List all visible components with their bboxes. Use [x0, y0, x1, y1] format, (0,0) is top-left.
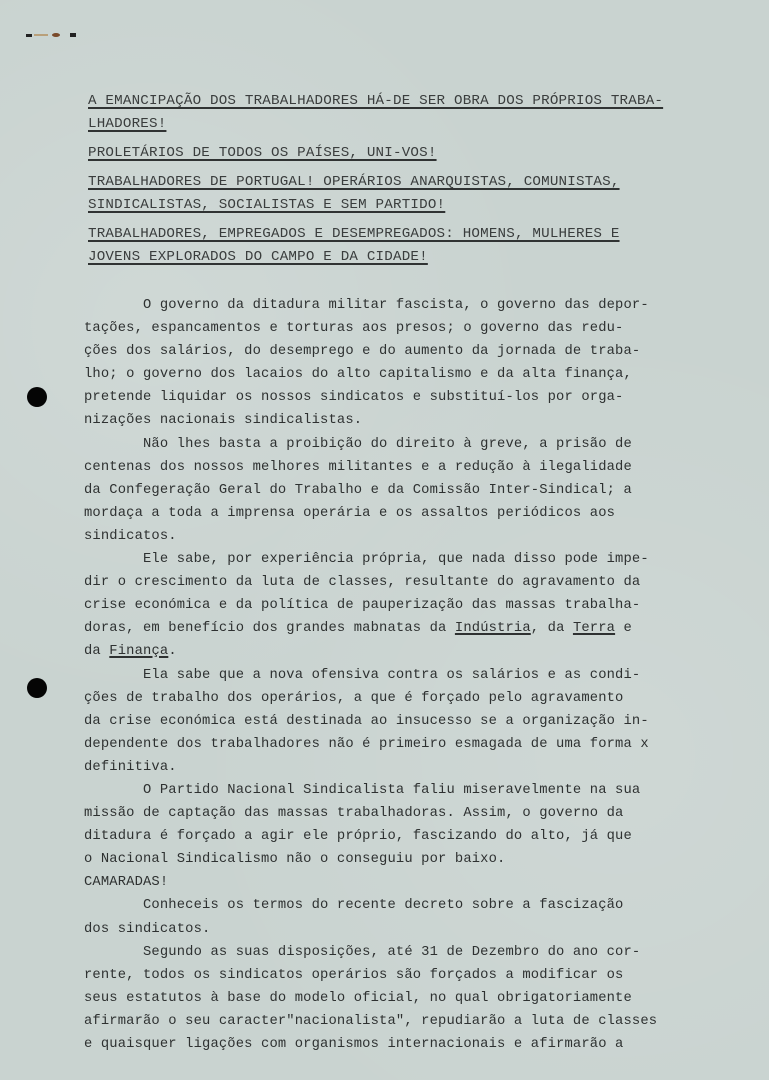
slogan [88, 90, 688, 136]
text-segment: tações, espancamentos e torturas aos presos; o governo das redu- [84, 321, 624, 337]
text-segment: dependente dos trabalhadores não é primeiro esmagada de uma forma x [84, 736, 649, 752]
text-segment: doras, em benefício dos grandes mabnatas da [84, 621, 455, 637]
text-line [84, 918, 684, 941]
text-segment: . [168, 644, 177, 660]
text-line [84, 502, 684, 525]
text-line [84, 594, 684, 617]
text-segment: dir o crescimento da luta de classes, resultante do agravamento da [84, 575, 641, 591]
text-line [84, 525, 684, 548]
slogan-line: JOVENS EXPLORADOS DO CAMPO E DA CIDADE! [88, 249, 428, 265]
body-text [84, 294, 684, 1056]
text-line [84, 1033, 684, 1056]
slogan-line: TRABALHADORES DE PORTUGAL! OPERÁRIOS ANARQUISTAS, COMUNISTAS, [88, 174, 620, 190]
text-line [84, 1010, 684, 1033]
text-segment: crise económica e da política de pauperização das massas trabalha- [84, 598, 641, 614]
text-line [84, 433, 684, 456]
text-line [84, 802, 684, 825]
text-line [84, 779, 684, 802]
text-line [84, 756, 684, 779]
text-segment: definitiva. [84, 759, 177, 775]
text-segment: pretende liquidar os nossos sindicatos e substituí-los por orga- [84, 390, 624, 406]
text-segment: Ele sabe, por experiência própria, que nada disso pode impe- [84, 552, 649, 568]
text-segment: sindicatos. [84, 528, 177, 544]
text-segment: mordaça a toda a imprensa operária e os assaltos periódicos aos [84, 505, 616, 521]
text-line [84, 317, 684, 340]
text-line [84, 964, 684, 987]
underlined-word: Terra [572, 621, 616, 637]
punch-hole [27, 387, 47, 407]
slogan-line: LHADORES! [88, 116, 167, 132]
text-segment: lho; o governo dos lacaios do alto capitalismo e da alta finança, [84, 367, 632, 383]
text-segment: seus estatutos à base do modelo oficial, no qual obrigatoriamente [84, 990, 632, 1006]
text-segment: ditadura é forçado a agir ele próprio, fascizando do alto, já que [84, 829, 632, 845]
text-segment: e quaisquer ligações com organismos internacionais e afirmarão a [84, 1037, 624, 1052]
slogan-line: TRABALHADORES, EMPREGADOS E DESEMPREGADOS: HOMENS, MULHERES E [88, 226, 620, 242]
text-segment: nizações nacionais sindicalistas. [84, 413, 363, 429]
text-segment: da Confegeração Geral do Trabalho e da Comissão Inter-Sindical; a [84, 482, 632, 498]
text-line [84, 664, 684, 687]
punch-hole [27, 678, 47, 698]
text-line [84, 386, 684, 409]
text-line [84, 640, 684, 663]
slogan [88, 223, 688, 269]
slogan-line: PROLETÁRIOS DE TODOS OS PAÍSES, UNI-VOS! [88, 145, 437, 161]
slogan [88, 142, 688, 165]
text-line [84, 456, 684, 479]
underlined-word: Indústria [454, 621, 531, 637]
text-segment: Segundo as suas disposições, até 31 de Dezembro do ano cor- [84, 944, 641, 960]
text-segment: da crise económica está destinada ao insucesso se a organização in- [84, 713, 649, 729]
text-line [84, 617, 684, 640]
text-segment: missão de captação das massas trabalhadoras. Assim, o governo da [84, 806, 624, 822]
text-line [84, 294, 684, 317]
text-line [84, 340, 684, 363]
text-segment: Conheceis os termos do recente decreto sobre a fascização [84, 898, 624, 914]
text-line [84, 848, 684, 871]
text-segment: centenas dos nossos melhores militantes e a redução à ilegalidade [84, 459, 632, 475]
text-line [84, 894, 684, 917]
text-segment: O Partido Nacional Sindicalista faliu miseravelmente na sua [84, 782, 641, 798]
text-segment: CAMARADAS! [84, 875, 169, 891]
text-segment: , da [530, 621, 573, 637]
slogan-line: SINDICALISTAS, SOCIALISTAS E SEM PARTIDO! [88, 197, 446, 213]
ink-mark [26, 32, 78, 38]
text-line [84, 571, 684, 594]
slogans-block [88, 90, 688, 275]
text-line [84, 687, 684, 710]
text-line [84, 733, 684, 756]
text-segment: afirmarão o seu caracter"nacionalista", repudiarão a luta de classes [84, 1013, 658, 1029]
text-segment: O governo da ditadura militar fascista, o governo das depor- [84, 298, 649, 313]
slogan-line: A EMANCIPAÇÃO DOS TRABALHADORES HÁ-DE SER OBRA DOS PRÓPRIOS TRABA- [88, 93, 664, 109]
text-line [84, 941, 684, 964]
text-line [84, 409, 684, 432]
text-line [84, 363, 684, 386]
text-line [84, 871, 684, 894]
text-segment: o Nacional Sindicalismo não o conseguiu por baixo. [84, 852, 506, 868]
text-segment: e [615, 621, 632, 637]
slogan [88, 171, 688, 217]
text-segment: Ela sabe que a nova ofensiva contra os salários e as condi- [84, 667, 641, 683]
text-segment: ções de trabalho dos operários, a que é forçado pelo agravamento [84, 690, 624, 706]
text-segment: Não lhes basta a proibição do direito à greve, a prisão de [84, 436, 632, 452]
text-line [84, 710, 684, 733]
underlined-word: Finança [109, 644, 169, 660]
text-line [84, 479, 684, 502]
text-segment: da [84, 644, 110, 660]
text-segment: dos sindicatos. [84, 921, 211, 937]
text-segment: rente, todos os sindicatos operários são forçados a modificar os [84, 967, 624, 983]
text-segment: ções dos salários, do desemprego e do aumento da jornada de traba- [84, 344, 641, 360]
text-line [84, 825, 684, 848]
text-line [84, 548, 684, 571]
text-line [84, 987, 684, 1010]
